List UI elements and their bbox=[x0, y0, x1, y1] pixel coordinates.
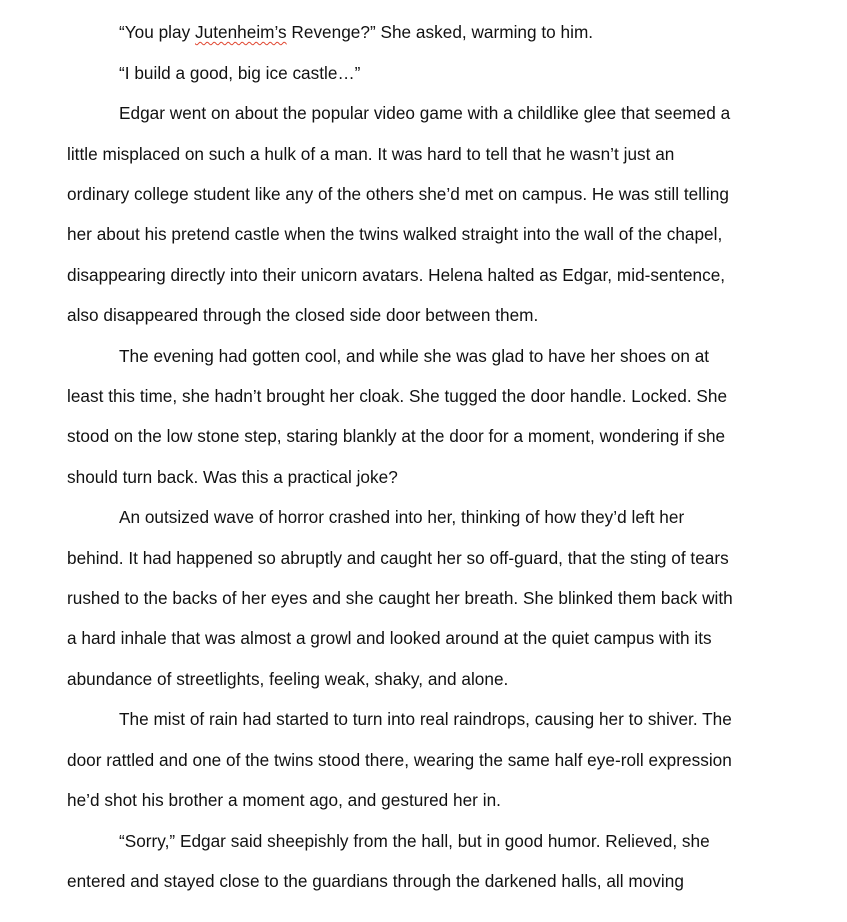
text-line: least this time, she hadn’t brought her cloak. She tugged the door handle. Locked. She bbox=[67, 386, 728, 406]
text-line: rushed to the backs of her eyes and she caught her breath. She blinked them back with bbox=[67, 588, 733, 608]
text-line: should turn back. Was this a practical joke? bbox=[67, 467, 398, 487]
text-line: door rattled and one of the twins stood there, wearing the same half eye-roll expression bbox=[67, 750, 732, 770]
text-line: also disappeared through the closed side door between them. bbox=[67, 305, 539, 325]
text-line: abundance of streetlights, feeling weak, shaky, and alone. bbox=[67, 669, 509, 689]
text-line: her about his pretend castle when the twins walked straight into the wall of the chapel, bbox=[67, 224, 723, 244]
text-line bbox=[119, 21, 593, 43]
text-line: An outsized wave of horror crashed into her, thinking of how they’d left her bbox=[119, 507, 685, 527]
misspelled-word[interactable]: Jutenheim’s bbox=[195, 22, 287, 42]
text-line: The mist of rain had started to turn into real raindrops, causing her to shiver. The bbox=[119, 709, 732, 729]
text-segment: “You play bbox=[119, 22, 196, 42]
text-line: disappearing directly into their unicorn avatars. Helena halted as Edgar, mid-sentence, bbox=[67, 265, 726, 285]
text-line: entered and stayed close to the guardians through the darkened halls, all moving bbox=[67, 871, 684, 891]
text-segment: Revenge?” She asked, warming to him. bbox=[286, 22, 594, 42]
text-line: The evening had gotten cool, and while she was glad to have her shoes on at bbox=[119, 346, 710, 366]
text-line: behind. It had happened so abruptly and caught her so off-guard, that the sting of tears bbox=[67, 548, 729, 568]
text-line: stood on the low stone step, staring blankly at the door for a moment, wondering if she bbox=[67, 426, 726, 446]
text-line: little misplaced on such a hulk of a man. It was hard to tell that he wasn’t just an bbox=[67, 144, 675, 164]
text-line: “Sorry,” Edgar said sheepishly from the hall, but in good humor. Relieved, she bbox=[119, 831, 710, 851]
text-line: “I build a good, big ice castle…” bbox=[119, 63, 361, 83]
text-line: a hard inhale that was almost a growl and looked around at the quiet campus with its bbox=[67, 628, 712, 648]
text-line: Edgar went on about the popular video game with a childlike glee that seemed a bbox=[119, 103, 731, 123]
text-line: he’d shot his brother a moment ago, and gestured her in. bbox=[67, 790, 501, 810]
text-line: ordinary college student like any of the others she’d met on campus. He was still telling bbox=[67, 184, 729, 204]
